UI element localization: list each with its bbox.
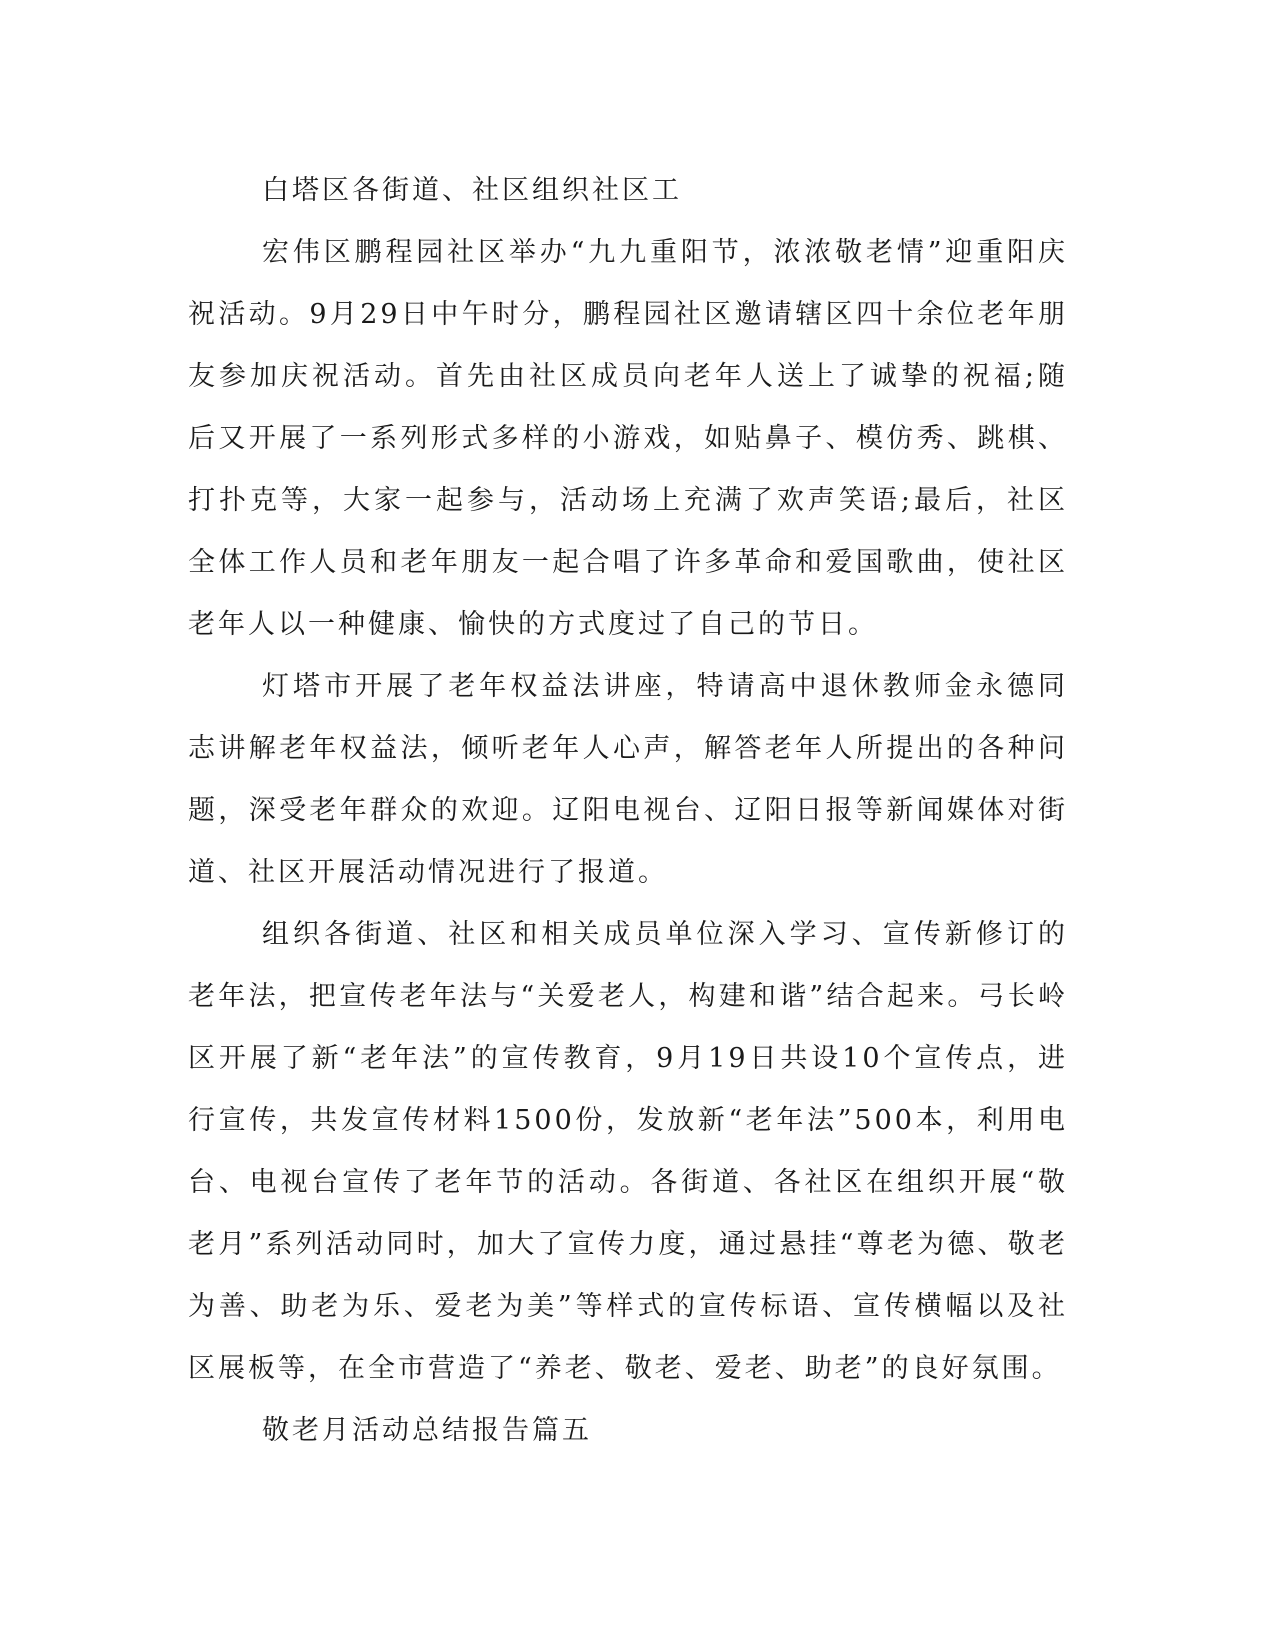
paragraph-publicity: 组织各街道、社区和相关成员单位深入学习、宣传新修订的老年法，把宣传老年法与“关爱老人，构建和谐”结合起来。弓长岭区开展了新“老年法”的宣传教育，9月19日共设10个宣传点，进行宣传，共发宣传材料1500份，发放新“老年法”500本，利用电台、电视台宣传了老年节的活动。各街道、各社区在组织开展“敬老月”系列活动同时，加大了宣传力度，通过悬挂“尊老为德、敬老为善、助老为乐、爱老为美”等样式的宣传标语、宣传横幅以及社区展板等，在全市营造了“养老、敬老、爱老、助老”的良好氛围。: [188, 919, 1068, 1384]
document-body: [188, 160, 1068, 1462]
section-heading: 敬老月活动总结报告篇五: [262, 1415, 592, 1446]
paragraph-dengta: 灯塔市开展了老年权益法讲座，特请高中退休教师金永德同志讲解老年权益法，倾听老年人心声，解答老年人所提出的各种问题，深受老年群众的欢迎。辽阳电视台、辽阳日报等新闻媒体对街道、社区开展活动情况进行了报道。: [188, 671, 1068, 888]
paragraph-hongwei: 宏伟区鹏程园社区举办“九九重阳节，浓浓敬老情”迎重阳庆祝活动。9月29日中午时分，鹏程园社区邀请辖区四十余位老年朋友参加庆祝活动。首先由社区成员向老年人送上了诚挚的祝福;随后又开展了一系列形式多样的小游戏，如贴鼻子、模仿秀、跳棋、打扑克等，大家一起参与，活动场上充满了欢声笑语;最后，社区全体工作人员和老年朋友一起合唱了许多革命和爱国歌曲，使社区老年人以一种健康、愉快的方式度过了自己的节日。: [188, 237, 1068, 640]
paragraph-intro: 白塔区各街道、社区组织社区工: [262, 175, 682, 206]
